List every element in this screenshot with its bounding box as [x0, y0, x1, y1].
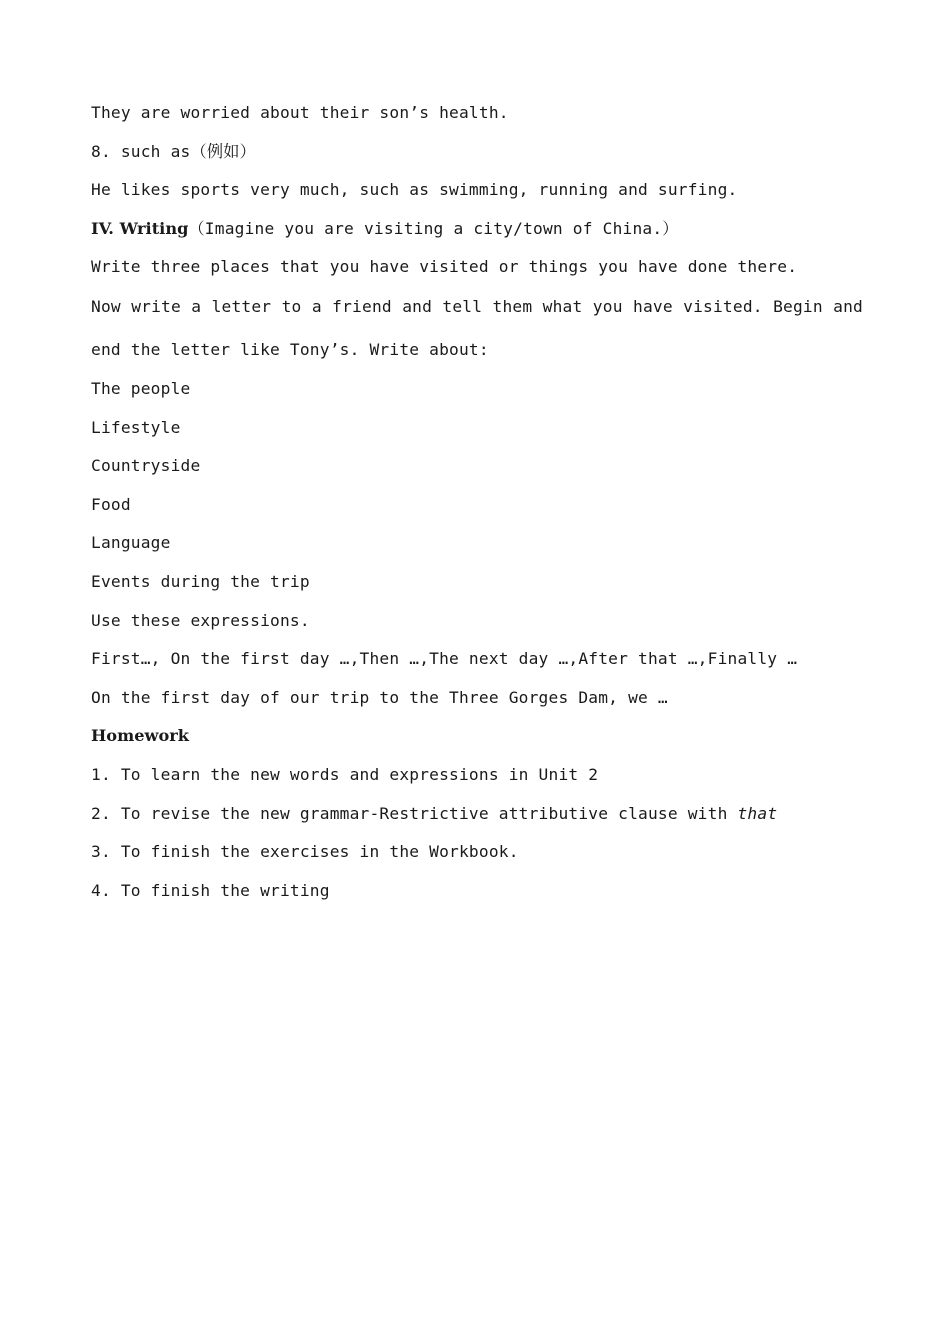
sentence-worried: They are worried about their son’s health. — [91, 103, 509, 122]
topic-item: Language — [91, 533, 171, 553]
sentence-sports: He likes sports very much, such as swimming, running and surfing. — [91, 180, 738, 200]
homework-item-2 — [91, 801, 863, 840]
document-body — [91, 100, 863, 916]
writing-intro: （Imagine you are visiting a city/town of China.） — [188, 218, 679, 238]
use-expressions-label: Use these expressions. — [91, 610, 310, 630]
topic-item: Countryside — [91, 456, 201, 476]
example-sentence: On the first day of our trip to the Three Gorges Dam, we … — [91, 687, 668, 707]
homework-item-3: 3. To finish the exercises in the Workbook. — [91, 842, 519, 862]
homework-item-2-emphasis: that — [737, 803, 778, 823]
writing-section-header — [91, 216, 863, 255]
homework-item-1: 1. To learn the new words and expressions in Unit 2 — [91, 764, 599, 784]
writing-task-1: Write three places that you have visited or things you have done there. — [91, 257, 798, 277]
topic-item: Lifestyle — [91, 417, 181, 437]
topic-item: The people — [91, 378, 191, 398]
writing-task-2: Now write a letter to a friend and tell them what you have visited. Begin and end the letter like Tony’s. Write about: — [91, 296, 863, 359]
homework-item-4: 4. To finish the writing — [91, 880, 330, 900]
homework-item-2-text: 2. To revise the new grammar-Restrictive attributive clause with — [91, 803, 738, 823]
homework-heading: Homework — [91, 726, 189, 746]
topic-item: Events during the trip — [91, 571, 310, 591]
item-such-as: 8. such as（例如） — [91, 141, 257, 161]
topic-item: Food — [91, 494, 131, 514]
expressions-list: First…, On the first day …,Then …,The next day …,After that …,Finally … — [91, 649, 798, 669]
writing-heading: IV. Writing — [91, 218, 189, 238]
